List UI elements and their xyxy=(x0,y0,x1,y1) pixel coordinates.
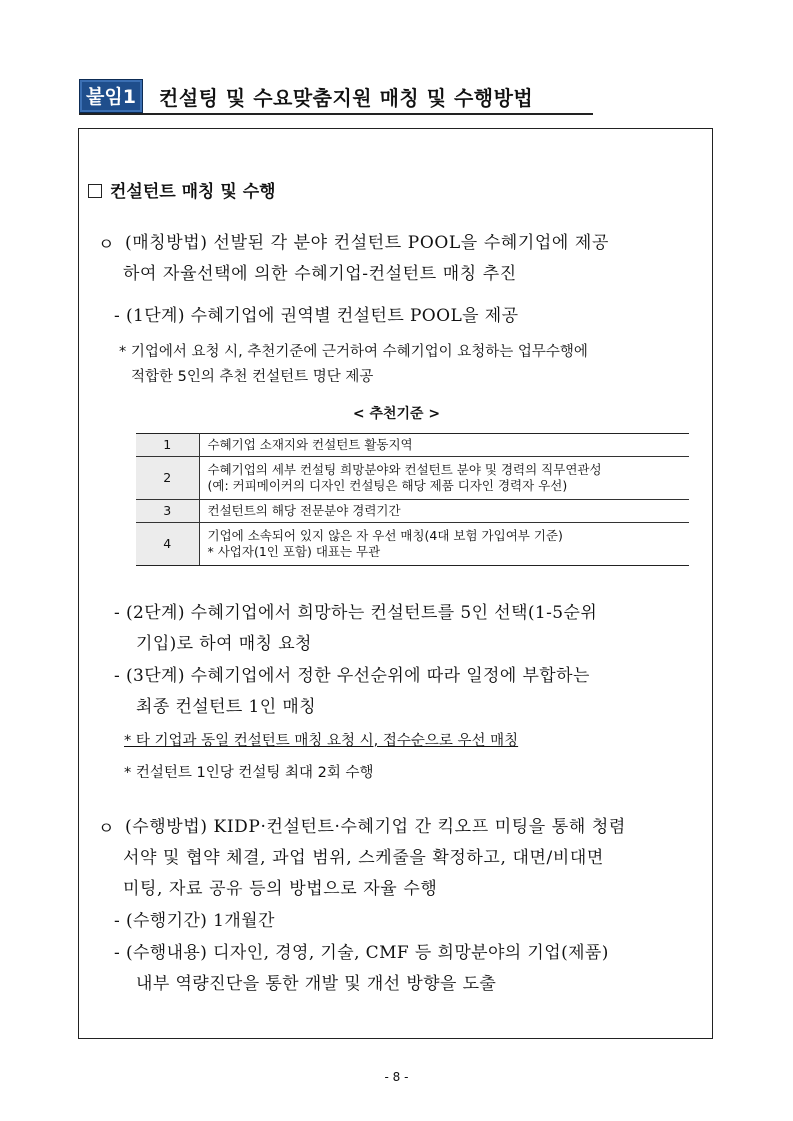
content-line-1: - (수행내용) 디자인, 경영, 기술, CMF 등 희망분야의 기업(제품) xyxy=(114,943,609,963)
recommend-note-line-2: 적합한 5인의 추천 컨설턴트 명단 제공 xyxy=(131,369,374,385)
perform-method-line-2: 서약 및 협약 체결, 과업 범위, 스케줄을 확정하고, 대면/비대면 xyxy=(123,848,604,868)
table-row xyxy=(136,457,689,500)
content-box xyxy=(78,128,713,1039)
matching-method-line-1: (매칭방법) 선발된 각 분야 컨설턴트 POOL을 수혜기업에 제공 xyxy=(125,233,609,253)
criteria-text: 수혜기업의 세부 컨설팅 희망분야와 컨설턴트 분야 및 경력의 직무연관성 (예: 커피메이커의 디자인 컨설팅은 해당 제품 디자인 경력자 우선) xyxy=(199,457,689,500)
step3-line-2: 최종 컨설턴트 1인 매칭 xyxy=(136,697,317,717)
criteria-num: 2 xyxy=(136,457,199,500)
table-row xyxy=(136,500,689,523)
period-line: - (수행기간) 1개월간 xyxy=(114,911,275,931)
recommend-note-line-1: * 기업에서 요청 시, 추천기준에 근거하여 수혜기업이 요청하는 업무수행에 xyxy=(119,344,588,360)
criteria-num: 4 xyxy=(136,523,199,566)
matching-method-line-2: 하여 자율선택에 의한 수혜기업-컨설턴트 매칭 추진 xyxy=(123,264,517,284)
criteria-text: 기업에 소속되어 있지 않은 자 우선 매칭(4대 보험 가입여부 기준) * 사업자(1인 포함) 대표는 무관 xyxy=(199,523,689,566)
criteria-text: 수혜기업 소재지와 컨설턴트 활동지역 xyxy=(199,434,689,457)
square-bullet-icon xyxy=(88,184,102,198)
criteria-text: 컨설턴트의 해당 전문분야 경력기간 xyxy=(199,500,689,523)
attachment-header xyxy=(79,79,593,115)
criteria-num: 3 xyxy=(136,500,199,523)
attachment-badge: 붙임1 xyxy=(79,79,143,113)
step1-line: - (1단계) 수혜기업에 권역별 컨설턴트 POOL을 제공 xyxy=(114,306,519,326)
step3-line-1: - (3단계) 수혜기업에서 정한 우선순위에 따라 일정에 부합하는 xyxy=(114,666,590,686)
step2-line-2: 기입)로 하여 매칭 요청 xyxy=(136,634,312,654)
page-number: - 8 - xyxy=(384,1070,409,1084)
table-row xyxy=(136,523,689,566)
section-title: 컨설턴트 매칭 및 수행 xyxy=(88,177,276,202)
content-line-2: 내부 역량진단을 통한 개발 및 개선 방향을 도출 xyxy=(136,974,497,994)
max-consulting-note: * 컨설턴트 1인당 컨설팅 최대 2회 수행 xyxy=(124,765,374,781)
perform-method-line-3: 미팅, 자료 공유 등의 방법으로 자율 수행 xyxy=(123,879,438,899)
criteria-num: 1 xyxy=(136,434,199,457)
page-title: 컨설팅 및 수요맞춤지원 매칭 및 수행방법 xyxy=(159,86,534,110)
bullet-marker: ㅇ xyxy=(98,235,116,255)
criteria-table xyxy=(136,433,689,566)
step2-line-1: - (2단계) 수혜기업에서 희망하는 컨설턴트를 5인 선택(1-5순위 xyxy=(114,603,598,623)
first-come-note: * 타 기업과 동일 컨설턴트 매칭 요청 시, 접수순으로 우선 매칭 xyxy=(124,733,519,749)
criteria-title: < 추천기준 > xyxy=(352,406,441,422)
perform-method-line-1: (수행방법) KIDP·컨설턴트·수혜기업 간 킥오프 미팅을 통해 청렴 xyxy=(125,817,626,837)
table-row xyxy=(136,434,689,457)
bullet-marker: ㅇ xyxy=(98,819,116,839)
